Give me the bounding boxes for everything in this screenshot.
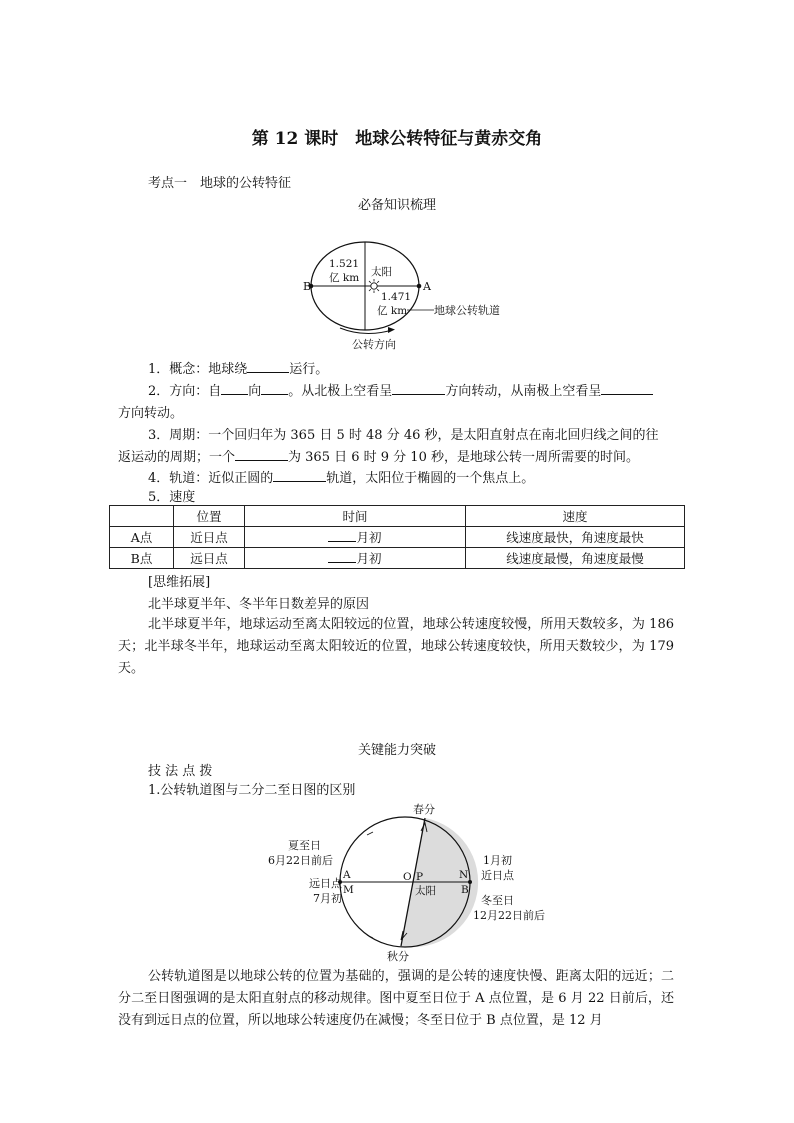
label-a: A [423,280,431,293]
spring-equinox-label: 春分 [413,803,435,816]
orbit-arrow-icon [367,832,373,835]
aphelion-month-label: 7月初 [313,892,342,905]
section-subheading: 必备知识梳理 [357,198,436,213]
speed-table [109,505,685,569]
point-o-label: O [403,871,412,883]
item-2-cont: 方向转动。 [118,406,184,421]
table-header-row [110,506,685,527]
dist-left-unit: 亿 km [329,272,360,284]
summer-solstice-label: 夏至日 [288,839,321,852]
table-cell: 月初 [245,548,466,569]
table-cell: 线速度最慢，角速度最慢 [466,548,685,569]
section-heading: 考点一 地球的公转特征 [148,176,292,191]
solstice-diagram [255,797,575,967]
table-cell: 近日点 [174,527,245,548]
point-a-dot [417,284,422,289]
blank-2a [221,382,248,395]
table-cell: 线速度最快，角速度最快 [466,527,685,548]
label-b: B [303,280,312,293]
blank-4 [273,469,326,482]
direction-arrowhead [388,327,395,333]
table-cell: B点 [110,548,174,569]
point-n-label: N [459,869,469,881]
table-cell: 月初 [245,527,466,548]
extension-label: [思维拓展] [148,575,211,590]
closing-body: 公转轨道图是以地球公转的位置为基础的，强调的是公转的速度快慢、距离太阳的远近；二分二至日图强调的是太阳直射点的移动规律。图中夏至日位于 A 点位置，是 6 月 22 日前后，还没有到远日点的位置，所以地球公转速度仍在减慢；冬至日位于 B 点位置，是 12 月 [118,969,674,1028]
item-3-cont: 返运动的周期；一个 为 365 日 6 时 9 分 10 秒，是地球公转一周所需要的时间。 [118,450,639,465]
dist-right-num: 1.471 [381,291,412,303]
point-m-label: M [343,884,354,896]
point-a-label: A [343,869,351,881]
dist-left-num: 1.521 [329,258,360,270]
direction-arrow [340,328,392,334]
item-2: 2．方向：自 向 。从北极上空看呈 方向转动，从南极上空看呈 [148,381,653,402]
table-header [110,506,174,527]
extension-heading: 北半球夏半年、冬半年日数差异的原因 [148,597,370,612]
point-b-label: B [461,884,469,896]
item-4: 4．轨道：近似正圆的 轨道，太阳位于椭圆的一个焦点上。 [148,471,535,486]
table-header: 位置 [174,506,245,527]
section2-subheading: 技 法 点 拨 [148,764,213,779]
item-5: 5．速度 [148,490,196,505]
blank-3 [235,448,288,461]
orbit-label: 地球公转轨道 [434,304,500,317]
blank-2b [261,382,288,395]
section2-heading: 关键能力突破 [357,743,436,758]
table-cell: A点 [110,527,174,548]
section2-item-1: 1.公转轨道图与二分二至日图的区别 [148,783,356,798]
table-header: 时间 [245,506,466,527]
winter-date-label: 12月22日前后 [473,909,545,922]
sun-label: 太阳 [415,885,436,897]
orbit-diagram [300,238,530,358]
item-1: 1．概念：地球绕 运行。 [148,362,329,377]
sun-icon [367,279,381,293]
winter-solstice-label: 冬至日 [481,894,514,907]
extension-body: 北半球夏半年，地球运动至离太阳较远的位置，地球公转速度较慢，所用天数较多，为 186 天；北半球冬半年，地球运动至离太阳较近的位置，地球公转速度较快，所用天数较少，为 179 天。 [118,617,674,676]
table-row [110,527,685,548]
item-3: 3．周期：一个回归年为 365 日 5 时 48 分 46 秒，是太阳直射点在南北回归线之间的往 [148,428,659,443]
direction-label: 公转方向 [352,338,396,351]
point-p-label: P [416,871,424,883]
table-header: 速度 [466,506,685,527]
blank-1 [247,360,289,373]
page-title: 第 12 课时 地球公转特征与黄赤交角 [251,129,543,149]
summer-date-label: 6月22日前后 [268,854,333,867]
table-row [110,548,685,569]
blank-2d [601,382,653,395]
dist-right-unit: 亿 km [377,305,408,317]
blank-2c [392,382,445,395]
aphelion-label: 远日点 [309,877,342,890]
sun-label: 太阳 [371,266,392,278]
table-cell: 远日点 [174,548,245,569]
perihelion-label: 近日点 [481,869,514,882]
jan-label: 1月初 [483,854,512,867]
autumn-equinox-label: 秋分 [387,950,409,963]
orbit-arrow-icon [367,935,373,938]
